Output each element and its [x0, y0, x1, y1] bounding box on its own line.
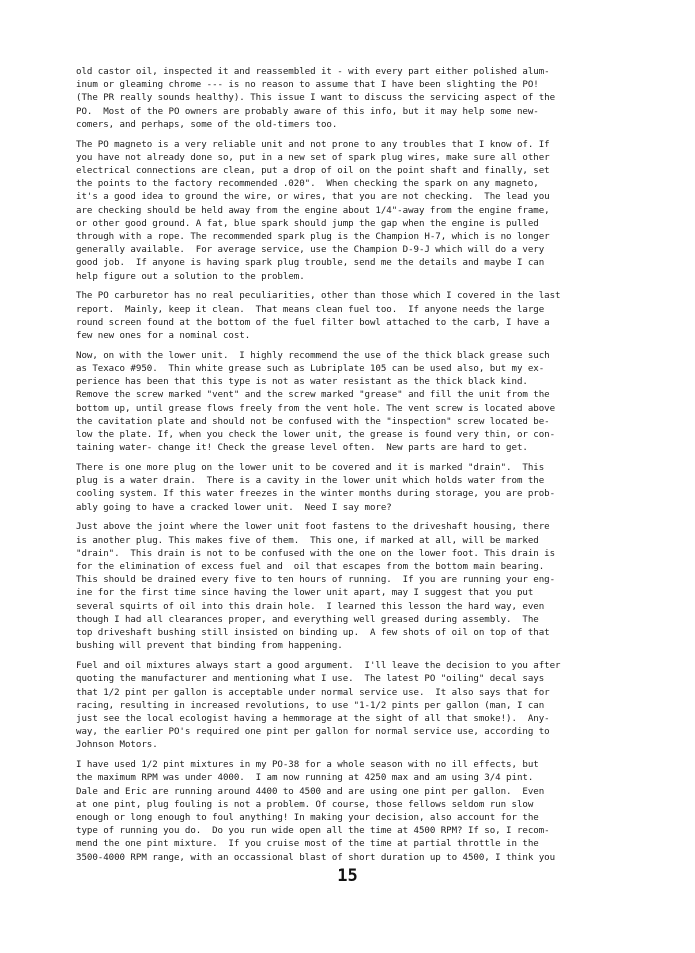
paragraph-water-drain: There is one more plug on the lower unit to be covered and it is marked "drain". This plug is a water drain. There is a cavity in the lower unit which holds water from the cooling system. If this water freezes in the winter months during storage, you are prob- ably going to have a cracked lower unit. Need I say more?	[76, 463, 556, 513]
paragraph-pint-mixtures: I have used 1/2 pint mixtures in my PO-38 for a whole season with no ill effects, but the maximum RPM was under 4000. I am now running at 4250 max and am using 3/4 pint. Dale and Eric are running around 4400 to 4500 and are using one pint per gallon. Even at one pint, plug fouling is not a problem. Of course, those fellows seldom run slow enough or long enough to foul anything! In making your decision, also account for the type of running you do. Do you run wide open all the time at 4500 RPM? If so, I recom- mend the one pint mixture. If you cruise most of the time at partial throttle in the 3500-4000 RPM range, with an occassional blast of short duration up to 4500, I think you	[76, 760, 556, 863]
paragraph-magneto: The PO magneto is a very reliable unit and not prone to any troubles that I know of. If you have not already done so, put in a new set of spark plug wires, make sure all other electrical connections are clean, put a drop of oil on the point shaft and finally, set the points to the factory recommended .020". When checking the spark on any magneto, it's a good idea to ground the wire, or wires, that you are not checking. The lead you are checking should be held away from the engine about 1/4"-away from the engine frame, or other good ground. A fat, blue spark should jump the gap when the engine is pulled through with a rope. The recommended spark plug is the Champion H-7, which is no longer generally available. For average service, use the Champion D-9-J which will do a very good job. If anyone is having spark plug trouble, send me the details and maybe I can help figure out a solution to the problem.	[76, 139, 550, 282]
page-number: 15	[337, 866, 358, 886]
paragraph-lower-unit-grease: Now, on with the lower unit. I highly recommend the use of the thick black grease such as Texaco #950. Thin white grease such as Lubriplate 105 can be used also, but my ex- perience has been that this type is not as water resistant as the thick black kind. Remove the screw marked "vent" and the screw marked "grease" and fill the unit from the bottom up, until grease flows freely from the vent hole. The vent screw is located above the cavitation plate and should not be confused with the "inspection" screw located be- low the plate. If, when you check the lower unit, the grease is found very thin, or con- taining water- change it! Check the grease level often. New parts are hard to get.	[76, 350, 556, 454]
paragraph-castor-oil: old castor oil, inspected it and reassembled it - with every part either polished alum- inum or gleaming chrome --- is no reason to assume that I have been slighting the PO! (The PR really sounds healthy). This issue I want to discuss the servicing aspect of the PO. Most of the PO owners are probably aware of this info, but it may help some new- comers, and perhaps, some of the old-timers too.	[76, 67, 556, 130]
paragraph-carburetor: The PO carburetor has no real peculiarities, other than those which I covered in the last report. Mainly, keep it clean. That means clean fuel too. If anyone needs the large round screen found at the bottom of the fuel filter bowl attached to the carb, I have a few new ones for a nominal cost.	[76, 291, 561, 342]
paragraph-driveshaft-drain: Just above the joint where the lower unit foot fastens to the driveshaft housing, there is another plug. This makes five of them. This one, if marked at all, will be marked "drain". This drain is not to be confused with the one on the lower foot. This drain is for the elimination of excess fuel and oil that escapes from the bottom main bearing. This should be drained every five to ten hours of running. If you are running your eng- ine for the first time since having the lower unit apart, may I suggest that you put several squirts of oil into this drain hole. I learned this lesson the hard way, even though I had all clearances proper, and everything well greased during assembly. The top driveshaft bushing still insisted on binding up. A few shots of oil on top of that bushing will prevent that binding from happening.	[76, 522, 556, 652]
document-page	[76, 66, 666, 871]
paragraph-fuel-oil-mixtures: Fuel and oil mixtures always start a good argument. I'll leave the decision to you after quoting the manufacturer and mentioning what I use. The latest PO "oiling" decal says that 1/2 pint per gallon is acceptable under normal service use. It also says that for racing, resulting in increased revolutions, to use "1-1/2 pints per gallon (man, I can just see the local ecologist having a hemmorage at the sight of all that smoke!). Any- way, the earlier PO's required one pint per gallon for normal service use, according to Johnson Motors.	[76, 661, 561, 751]
